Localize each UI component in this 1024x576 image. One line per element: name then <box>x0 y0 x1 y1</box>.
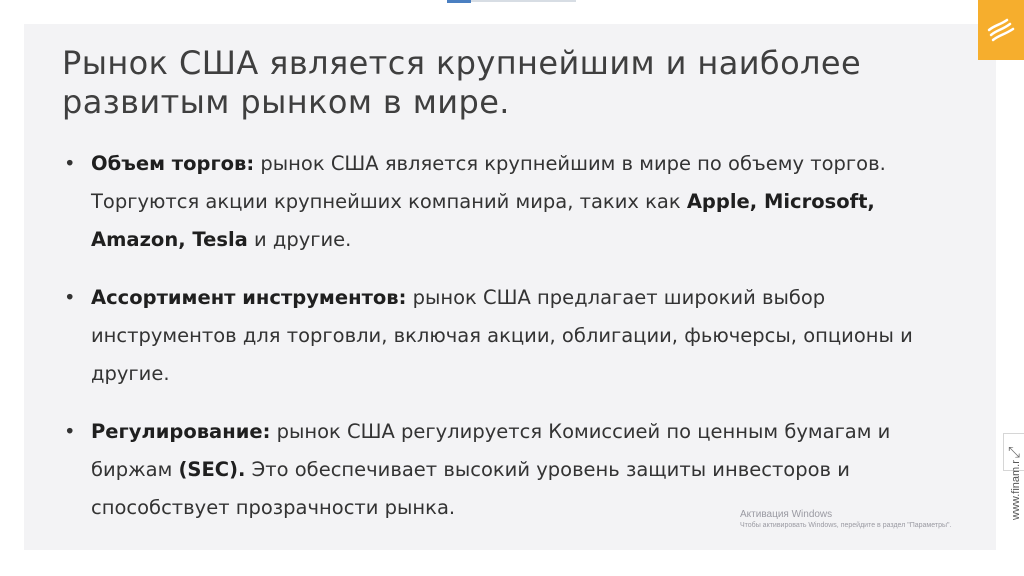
watermark-title: Активация Windows <box>740 509 833 520</box>
bullet-text: рынок США регулируется Комиссией по ценным бумагам и биржам <box>91 420 891 481</box>
top-progress-accent <box>447 0 471 3</box>
bullet-text: рынок США предлагает широкий выбор инструментов для торговли, включая акции, облигации, фьючерсы, опционы и другие. <box>91 286 913 385</box>
bullet-trading-volume <box>64 145 960 259</box>
collapse-icon: ⤡ <box>1007 442 1020 461</box>
bullet-heading: Ассортимент инструментов: <box>91 286 407 309</box>
bullet-list <box>64 145 960 547</box>
bullet-regulation <box>64 413 960 527</box>
bullet-text-end: и другие. <box>247 228 352 251</box>
bullet-marker: • <box>64 152 76 175</box>
bullet-heading: Регулирование: <box>91 420 271 443</box>
company-list: Apple, Microsoft, Amazon, Tesla <box>91 190 875 251</box>
sec-label: (SEC). <box>178 458 246 481</box>
bullet-marker: • <box>64 286 76 309</box>
top-progress-line <box>471 0 576 2</box>
bullet-text: рынок США является крупнейшим в мире по объему торгов. Торгуются акции крупнейших компаний мира, таких как <box>91 152 886 213</box>
watermark-subtitle: Чтобы активировать Windows, перейдите в раздел "Параметры". <box>740 522 952 529</box>
bullet-instrument-range <box>64 279 960 393</box>
slide-title: Рынок США является крупнейшим и наиболее развитым рынком в мире. <box>62 44 862 121</box>
website-url: www.finam.r <box>1010 460 1022 520</box>
finam-logo <box>978 0 1024 60</box>
bullet-heading: Объем торгов: <box>91 152 255 175</box>
bullet-text-end: Это обеспечивает высокий уровень защиты инвесторов и способствует прозрачности рынка. <box>91 458 850 519</box>
bullet-marker: • <box>64 420 76 443</box>
finam-logo-icon <box>985 14 1017 46</box>
